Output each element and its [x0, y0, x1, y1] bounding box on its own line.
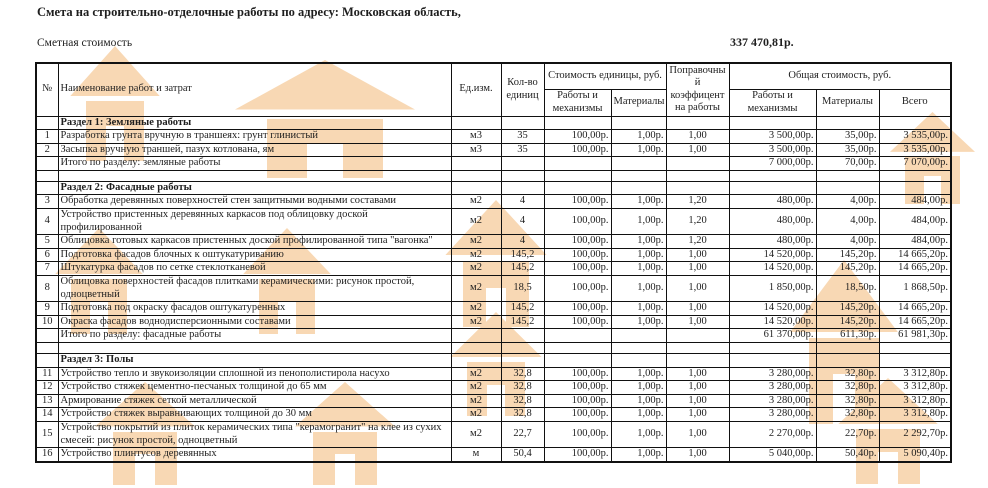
- section-total-label: Итого по разделу: фасадные работы: [58, 329, 451, 343]
- cell-total: 3 312,80р.: [879, 367, 951, 381]
- cell-name: Штукатурка фасадов по сетке стеклотканевой: [58, 262, 451, 276]
- cell-coeff: 1,20: [666, 209, 729, 235]
- cell-unit: м2: [451, 394, 501, 408]
- cell-empty: [816, 354, 879, 368]
- cell-num: 3: [36, 195, 58, 209]
- section-title: Раздел 2: Фасадные работы: [58, 181, 451, 195]
- cell-empty: [729, 343, 816, 354]
- cell-unit_works: 100,00р.: [544, 302, 611, 316]
- cell-total_works: 3 500,00р.: [729, 143, 816, 157]
- cell-total: 484,00р.: [879, 209, 951, 235]
- cell-total_works: 480,00р.: [729, 235, 816, 249]
- cell-total_materials: 4,00р.: [816, 209, 879, 235]
- cell-unit_works: 100,00р.: [544, 248, 611, 262]
- cell-empty: [501, 329, 544, 343]
- cell-qty: 32,8: [501, 408, 544, 422]
- cell-empty: [611, 170, 666, 181]
- cell-num: [36, 157, 58, 171]
- table-row: [36, 276, 951, 302]
- cell-num: 6: [36, 248, 58, 262]
- cell-qty: 35: [501, 130, 544, 144]
- cell-empty: [544, 354, 611, 368]
- cell-empty: [611, 181, 666, 195]
- cell-num: 7: [36, 262, 58, 276]
- table-row: [36, 448, 951, 462]
- cell-num: 12: [36, 381, 58, 395]
- cell-name: Устройство пристенных деревянных каркасов под облицовку доской профилированной: [58, 209, 451, 235]
- cell-total_works: 14 520,00р.: [729, 262, 816, 276]
- cell-total_works: 480,00р.: [729, 195, 816, 209]
- cell-qty: 4: [501, 235, 544, 249]
- cell-empty: [58, 343, 451, 354]
- cell-qty: 35: [501, 143, 544, 157]
- table-row: [36, 195, 951, 209]
- cell-total: 1 868,50р.: [879, 276, 951, 302]
- cell-empty: [816, 116, 879, 130]
- cell-unit_materials: 1,00р.: [611, 235, 666, 249]
- cell-total_works: 480,00р.: [729, 209, 816, 235]
- cell-unit_materials: 1,00р.: [611, 302, 666, 316]
- cell-qty: 32,8: [501, 367, 544, 381]
- cell-empty: [544, 116, 611, 130]
- cell-total_materials: 18,50р.: [816, 276, 879, 302]
- cell-empty: [879, 181, 951, 195]
- cell-unit: м2: [451, 421, 501, 447]
- section-total-row: [36, 157, 951, 171]
- document-title: Смета на строительно-отделочные работы по адресу: Московская область,: [37, 5, 461, 19]
- col-header-coeff: Поправочный коэффицент на работы: [666, 63, 729, 116]
- section-total-label: Итого по разделу: земляные работы: [58, 157, 451, 171]
- table-row: [36, 262, 951, 276]
- cell-total: 14 665,20р.: [879, 248, 951, 262]
- cell-name: Облицовка готовых каркасов пристенных доской профилированной типа "вагонка": [58, 235, 451, 249]
- cell-qty: 145,2: [501, 302, 544, 316]
- cell-empty: [501, 354, 544, 368]
- estimate-table-body: [36, 116, 951, 462]
- cell-unit_materials: 1,00р.: [611, 315, 666, 329]
- cell-coeff: 1,00: [666, 408, 729, 422]
- cell-total_works: 14 520,00р.: [729, 248, 816, 262]
- cell-unit_materials: 1,00р.: [611, 130, 666, 144]
- cell-total_materials: 35,00р.: [816, 130, 879, 144]
- cell-unit: м2: [451, 248, 501, 262]
- cell-empty: [451, 181, 501, 195]
- cell-empty: [36, 343, 58, 354]
- cell-qty: 22,7: [501, 421, 544, 447]
- col-header-unit-works: Работы и механизмы: [544, 89, 611, 116]
- cell-total_materials: 145,20р.: [816, 302, 879, 316]
- cell-unit_materials: 1,00р.: [611, 394, 666, 408]
- cell-empty: [611, 157, 666, 171]
- cell-total: 14 665,20р.: [879, 302, 951, 316]
- cell-name: Облицовка поверхностей фасадов плитками керамическими: рисунок простой, одноцветный: [58, 276, 451, 302]
- col-header-unit-cost-group: Стоимость единицы, руб.: [544, 63, 666, 89]
- cell-total: 484,00р.: [879, 195, 951, 209]
- cell-total_materials: 4,00р.: [816, 195, 879, 209]
- cell-empty: [544, 329, 611, 343]
- cell-empty: [666, 354, 729, 368]
- cell-total: 3 312,80р.: [879, 381, 951, 395]
- table-row: [36, 302, 951, 316]
- cell-num: 2: [36, 143, 58, 157]
- cell-unit_works: 100,00р.: [544, 276, 611, 302]
- cell-unit_materials: 1,00р.: [611, 276, 666, 302]
- cell-qty: 18,5: [501, 276, 544, 302]
- table-row: [36, 367, 951, 381]
- cell-empty: [879, 116, 951, 130]
- table-row: [36, 421, 951, 447]
- cell-coeff: 1,00: [666, 262, 729, 276]
- cell-unit: м2: [451, 276, 501, 302]
- cell-num: 16: [36, 448, 58, 462]
- cell-total: 3 535,00р.: [879, 130, 951, 144]
- cell-num: 9: [36, 302, 58, 316]
- section-header-row: [36, 181, 951, 195]
- col-header-unit: Ед.изм.: [451, 63, 501, 116]
- cell-empty: [451, 343, 501, 354]
- cell-qty: 145,2: [501, 315, 544, 329]
- cell-unit_works: 100,00р.: [544, 209, 611, 235]
- cell-name: Обработка деревянных поверхностей стен защитными водными составами: [58, 195, 451, 209]
- cell-coeff: 1,00: [666, 143, 729, 157]
- cell-total_materials: 145,20р.: [816, 248, 879, 262]
- cell-total_works: 7 000,00р.: [729, 157, 816, 171]
- cell-name: Подготовка под окраску фасадов оштукатуренных: [58, 302, 451, 316]
- cell-num: [36, 329, 58, 343]
- cell-total_materials: 70,00р.: [816, 157, 879, 171]
- cell-coeff: 1,00: [666, 248, 729, 262]
- table-row: [36, 235, 951, 249]
- cell-num: 8: [36, 276, 58, 302]
- cell-coeff: 1,00: [666, 394, 729, 408]
- cell-empty: [611, 116, 666, 130]
- cell-qty: 145,2: [501, 248, 544, 262]
- cell-empty: [544, 170, 611, 181]
- cell-unit_materials: 1,00р.: [611, 367, 666, 381]
- col-header-name: Наименование работ и затрат: [58, 63, 451, 116]
- cell-empty: [666, 329, 729, 343]
- col-header-num: №: [36, 63, 58, 116]
- cell-empty: [666, 116, 729, 130]
- estimate-table: [35, 62, 952, 463]
- cell-empty: [58, 170, 451, 181]
- cell-coeff: 1,00: [666, 276, 729, 302]
- table-row: [36, 248, 951, 262]
- cell-name: Устройство покрытий из плиток керамических типа "керамогранит" на клее из сухих смесей: рисунок простой, одноцветный: [58, 421, 451, 447]
- cell-total: 3 535,00р.: [879, 143, 951, 157]
- cell-empty: [451, 329, 501, 343]
- cell-qty: 32,8: [501, 394, 544, 408]
- cell-unit_works: 100,00р.: [544, 262, 611, 276]
- cell-empty: [666, 181, 729, 195]
- spacer-row: [36, 170, 951, 181]
- cell-name: Устройство плинтусов деревянных: [58, 448, 451, 462]
- cell-num: [36, 181, 58, 195]
- cell-name: Окраска фасадов воднодисперсионными составами: [58, 315, 451, 329]
- cell-name: Разработка грунта вручную в траншеях: грунт глинистый: [58, 130, 451, 144]
- cell-total: 14 665,20р.: [879, 262, 951, 276]
- cell-unit_works: 100,00р.: [544, 394, 611, 408]
- cell-total_materials: 145,20р.: [816, 315, 879, 329]
- cell-total: 2 292,70р.: [879, 421, 951, 447]
- cell-total_materials: 32,80р.: [816, 367, 879, 381]
- cell-total: 484,00р.: [879, 235, 951, 249]
- cell-empty: [729, 354, 816, 368]
- cell-total_materials: 32,80р.: [816, 408, 879, 422]
- cell-total_materials: 145,20р.: [816, 262, 879, 276]
- cell-unit_works: 100,00р.: [544, 448, 611, 462]
- cell-total_materials: 32,80р.: [816, 381, 879, 395]
- table-row: [36, 408, 951, 422]
- section-total-row: [36, 329, 951, 343]
- cell-unit_works: 100,00р.: [544, 367, 611, 381]
- cell-name: Устройство стяжек выравнивающих толщиной до 30 мм: [58, 408, 451, 422]
- cell-unit_works: 100,00р.: [544, 130, 611, 144]
- cell-unit: м2: [451, 209, 501, 235]
- cell-coeff: 1,00: [666, 315, 729, 329]
- cell-unit_works: 100,00р.: [544, 421, 611, 447]
- cell-empty: [729, 116, 816, 130]
- cell-num: [36, 116, 58, 130]
- cell-total_materials: 32,80р.: [816, 394, 879, 408]
- cell-total_works: 3 280,00р.: [729, 394, 816, 408]
- cell-unit: м2: [451, 381, 501, 395]
- cell-name: Устройство тепло и звукоизоляции сплошной из пенополистирола насухо: [58, 367, 451, 381]
- col-header-total-group: Общая стоимость, руб.: [729, 63, 951, 89]
- cell-unit_materials: 1,00р.: [611, 195, 666, 209]
- cell-empty: [544, 343, 611, 354]
- cell-qty: 145,2: [501, 262, 544, 276]
- cell-qty: 50,4: [501, 448, 544, 462]
- cell-empty: [611, 329, 666, 343]
- cell-unit_materials: 1,00р.: [611, 262, 666, 276]
- cell-unit: м3: [451, 143, 501, 157]
- table-row: [36, 394, 951, 408]
- cell-empty: [666, 343, 729, 354]
- cell-coeff: 1,00: [666, 421, 729, 447]
- cell-total_works: 3 280,00р.: [729, 381, 816, 395]
- cell-total_works: 3 280,00р.: [729, 367, 816, 381]
- cell-total: 3 312,80р.: [879, 408, 951, 422]
- cell-unit_materials: 1,00р.: [611, 421, 666, 447]
- table-row: [36, 143, 951, 157]
- cell-num: 5: [36, 235, 58, 249]
- cell-total_works: 61 370,00р.: [729, 329, 816, 343]
- cell-unit: м2: [451, 408, 501, 422]
- cell-unit: м2: [451, 195, 501, 209]
- cell-empty: [451, 157, 501, 171]
- cell-unit: м2: [451, 262, 501, 276]
- cell-unit_works: 100,00р.: [544, 195, 611, 209]
- cell-unit: м: [451, 448, 501, 462]
- cell-empty: [501, 181, 544, 195]
- cell-empty: [611, 354, 666, 368]
- cell-unit_materials: 1,00р.: [611, 209, 666, 235]
- cell-empty: [611, 343, 666, 354]
- cell-total_works: 3 280,00р.: [729, 408, 816, 422]
- cell-empty: [879, 343, 951, 354]
- cell-empty: [879, 354, 951, 368]
- cell-num: 13: [36, 394, 58, 408]
- table-row: [36, 209, 951, 235]
- cell-num: 4: [36, 209, 58, 235]
- table-row: [36, 381, 951, 395]
- cell-empty: [879, 170, 951, 181]
- cell-coeff: 1,00: [666, 130, 729, 144]
- cell-coeff: 1,20: [666, 195, 729, 209]
- cell-total_works: 5 040,00р.: [729, 448, 816, 462]
- table-row: [36, 315, 951, 329]
- cell-unit: м2: [451, 367, 501, 381]
- cell-num: 14: [36, 408, 58, 422]
- cell-total: 5 090,40р.: [879, 448, 951, 462]
- cell-unit_materials: 1,00р.: [611, 448, 666, 462]
- section-header-row: [36, 354, 951, 368]
- cell-qty: 32,8: [501, 381, 544, 395]
- cell-total: 61 981,30р.: [879, 329, 951, 343]
- cell-empty: [816, 343, 879, 354]
- cell-qty: 4: [501, 209, 544, 235]
- section-header-row: [36, 116, 951, 130]
- estimate-total-value: 337 470,81р.: [730, 35, 794, 49]
- col-header-total-works: Работы и механизмы: [729, 89, 816, 116]
- cell-empty: [544, 157, 611, 171]
- cell-coeff: 1,20: [666, 235, 729, 249]
- cell-coeff: 1,00: [666, 367, 729, 381]
- cell-qty: 4: [501, 195, 544, 209]
- section-title: Раздел 1: Земляные работы: [58, 116, 451, 130]
- cell-num: [36, 354, 58, 368]
- cell-total_materials: 50,40р.: [816, 448, 879, 462]
- cell-total_materials: 22,70р.: [816, 421, 879, 447]
- col-header-total-all: Всего: [879, 89, 951, 116]
- cell-empty: [501, 116, 544, 130]
- cell-unit_works: 100,00р.: [544, 408, 611, 422]
- cell-num: 1: [36, 130, 58, 144]
- cell-coeff: 1,00: [666, 448, 729, 462]
- cell-empty: [36, 170, 58, 181]
- table-row: [36, 130, 951, 144]
- cell-unit: м2: [451, 315, 501, 329]
- section-title: Раздел 3: Полы: [58, 354, 451, 368]
- cell-num: 15: [36, 421, 58, 447]
- cell-empty: [666, 170, 729, 181]
- cell-empty: [729, 170, 816, 181]
- cell-num: 10: [36, 315, 58, 329]
- cell-total: 7 070,00р.: [879, 157, 951, 171]
- cell-total: 14 665,20р.: [879, 315, 951, 329]
- cell-name: Устройство стяжек цементно-песчаных толщиной до 65 мм: [58, 381, 451, 395]
- cell-unit_works: 100,00р.: [544, 235, 611, 249]
- cell-coeff: 1,00: [666, 381, 729, 395]
- col-header-total-materials: Материалы: [816, 89, 879, 116]
- cell-total_materials: 35,00р.: [816, 143, 879, 157]
- cell-total_works: 14 520,00р.: [729, 315, 816, 329]
- cell-coeff: 1,00: [666, 302, 729, 316]
- cell-empty: [451, 116, 501, 130]
- cell-empty: [666, 157, 729, 171]
- cell-total_works: 14 520,00р.: [729, 302, 816, 316]
- cell-name: Засыпка вручную траншей, пазух котлована, ям: [58, 143, 451, 157]
- cell-total_materials: 4,00р.: [816, 235, 879, 249]
- cell-unit_materials: 1,00р.: [611, 381, 666, 395]
- cell-num: 11: [36, 367, 58, 381]
- col-header-qty: Кол-во единиц: [501, 63, 544, 116]
- cell-empty: [451, 170, 501, 181]
- cell-total: 3 312,80р.: [879, 394, 951, 408]
- cell-unit_works: 100,00р.: [544, 381, 611, 395]
- cell-empty: [816, 181, 879, 195]
- cell-name: Армирование стяжек сеткой металлической: [58, 394, 451, 408]
- cell-unit: м2: [451, 235, 501, 249]
- cell-empty: [816, 170, 879, 181]
- col-header-unit-materials: Материалы: [611, 89, 666, 116]
- cell-unit_materials: 1,00р.: [611, 143, 666, 157]
- cell-unit: м2: [451, 302, 501, 316]
- cell-total_materials: 611,30р.: [816, 329, 879, 343]
- cell-empty: [501, 157, 544, 171]
- cell-unit_works: 100,00р.: [544, 315, 611, 329]
- cell-unit_materials: 1,00р.: [611, 408, 666, 422]
- cell-total_works: 1 850,00р.: [729, 276, 816, 302]
- cell-empty: [544, 181, 611, 195]
- spacer-row: [36, 343, 951, 354]
- cell-unit_materials: 1,00р.: [611, 248, 666, 262]
- cell-empty: [501, 170, 544, 181]
- cell-unit_works: 100,00р.: [544, 143, 611, 157]
- cell-empty: [501, 343, 544, 354]
- cell-total_works: 3 500,00р.: [729, 130, 816, 144]
- cell-name: Подготовка фасадов блочных к оштукатуриванию: [58, 248, 451, 262]
- cell-empty: [729, 181, 816, 195]
- cell-total_works: 2 270,00р.: [729, 421, 816, 447]
- cell-unit: м3: [451, 130, 501, 144]
- cell-empty: [451, 354, 501, 368]
- estimate-cost-label: Сметная стоимость: [37, 37, 133, 49]
